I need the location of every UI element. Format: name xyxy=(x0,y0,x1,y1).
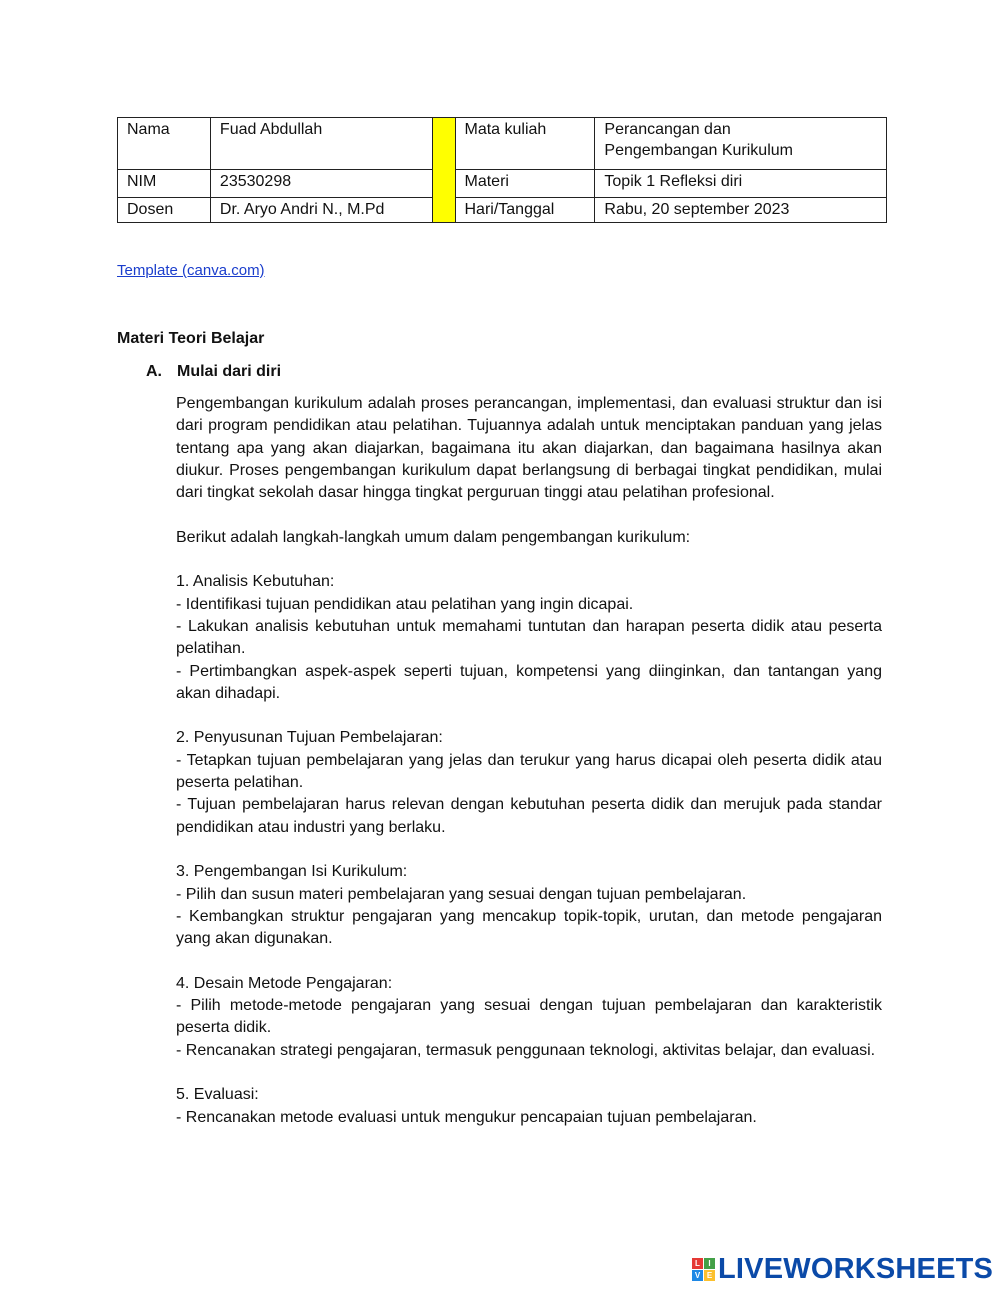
step-2 xyxy=(176,727,882,838)
label-hari-tanggal: Hari/Tanggal xyxy=(455,198,595,223)
label-mata-kuliah: Mata kuliah xyxy=(455,118,595,170)
list-item: - Pilih metode-metode pengajaran yang sesuai dengan tujuan pembelajaran dan karakteristik peserta didik. xyxy=(176,997,882,1037)
table-row xyxy=(118,118,887,170)
label-nama: Nama xyxy=(118,118,211,170)
logo-mark-letter: L xyxy=(692,1258,703,1269)
section-heading: Mulai dari diri xyxy=(177,363,282,380)
step-title: 5. Evaluasi: xyxy=(176,1086,259,1104)
step-3 xyxy=(176,861,882,950)
lead-paragraph: Berikut adalah langkah-langkah umum dalam pengembangan kurikulum: xyxy=(176,528,691,546)
list-item: - Lakukan analisis kebutuhan untuk memahami tuntutan dan harapan peserta didik atau peserta pelatihan. xyxy=(176,617,882,658)
list-item: - Rencanakan metode evaluasi untuk mengukur pencapaian tujuan pembelajaran. xyxy=(176,1108,757,1126)
step-title: 2. Penyusunan Tujuan Pembelajaran: xyxy=(176,729,443,747)
value-mata-kuliah-line1: Perancangan dan xyxy=(604,121,731,138)
label-nim: NIM xyxy=(118,170,211,198)
template-link[interactable]: Template (canva.com) xyxy=(117,262,265,279)
logo-mark-icon xyxy=(692,1258,715,1281)
logo-mark-letter: I xyxy=(704,1258,715,1269)
section-body xyxy=(176,393,882,1129)
list-item: - Pilih dan susun materi pembelajaran yang sesuai dengan tujuan pembelajaran. xyxy=(176,885,747,903)
value-materi: Topik 1 Refleksi diri xyxy=(595,170,887,198)
value-mata-kuliah-line2: Pengembangan Kurikulum xyxy=(604,142,793,159)
step-1 xyxy=(176,571,882,705)
logo-mark-letter: V xyxy=(692,1270,703,1281)
student-info-table xyxy=(117,117,887,223)
logo-text: LIVEWORKSHEETS xyxy=(718,1252,994,1285)
value-nama: Fuad Abdullah xyxy=(210,118,432,170)
value-mata-kuliah xyxy=(595,118,887,170)
step-title: 4. Desain Metode Pengajaran: xyxy=(176,974,393,992)
value-hari-tanggal: Rabu, 20 september 2023 xyxy=(595,198,887,223)
list-item: - Rencanakan strategi pengajaran, termasuk penggunaan teknologi, aktivitas belajar, dan evaluasi. xyxy=(176,1041,876,1059)
list-item: - Kembangkan struktur pengajaran yang mencakup topik-topik, urutan, dan metode pengajaran yang akan digunakan. xyxy=(176,907,882,948)
label-dosen: Dosen xyxy=(118,198,211,223)
section-letter: A. xyxy=(146,363,162,380)
list-item: - Tetapkan tujuan pembelajaran yang jelas dan terukur yang harus dicapai oleh peserta didik atau peserta pelatihan. xyxy=(176,751,882,792)
value-nim: 23530298 xyxy=(210,170,432,198)
list-item: - Pertimbangkan aspek-aspek seperti tujuan, kompetensi yang diinginkan, dan tantangan yang akan dihadapi. xyxy=(176,662,882,702)
step-title: 3. Pengembangan Isi Kurikulum: xyxy=(176,863,408,881)
page-title: Materi Teori Belajar xyxy=(117,330,265,347)
logo-mark-letter: E xyxy=(704,1270,715,1281)
step-title: 1. Analisis Kebutuhan: xyxy=(176,573,335,591)
intro-paragraph: Pengembangan kurikulum adalah proses perancangan, implementasi, dan evaluasi struktur dan isi dari program pendidikan atau pelatihan. Tujuannya adalah untuk menciptakan panduan yang jelas tentang apa yang akan diajarkan, bagaimana itu akan diajarkan, dan bagaimana hasilnya akan diukur. Proses pengembangan kurikulum dapat berlangsung di berbagai tingkat pendidikan, mulai dari tingkat sekolah dasar hingga tingkat perguruan tinggi atau pelatihan profesional. xyxy=(176,395,882,502)
list-item: - Tujuan pembelajaran harus relevan dengan kebutuhan peserta didik dan merujuk pada standar pendidikan atau industri yang berlaku. xyxy=(176,796,882,836)
list-item: - Identifikasi tujuan pendidikan atau pelatihan yang ingin dicapai. xyxy=(176,595,634,613)
liveworksheets-logo xyxy=(692,1254,993,1284)
value-dosen: Dr. Aryo Andri N., M.Pd xyxy=(210,198,432,223)
yellow-divider xyxy=(432,118,455,223)
label-materi: Materi xyxy=(455,170,595,198)
step-4 xyxy=(176,973,882,1062)
step-5 xyxy=(176,1084,882,1129)
table-row xyxy=(118,198,887,223)
table-row xyxy=(118,170,887,198)
